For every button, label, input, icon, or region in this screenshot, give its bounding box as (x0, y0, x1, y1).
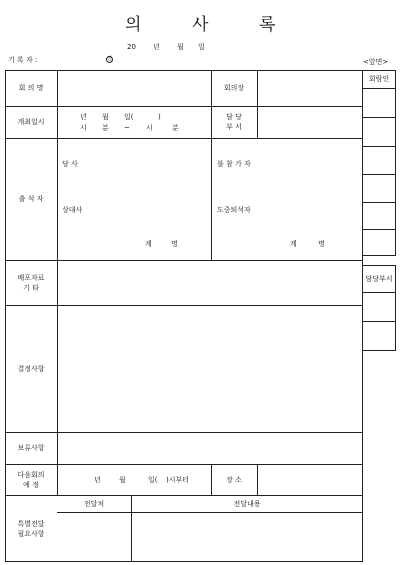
rule-row-2 (5, 138, 363, 139)
rule-row-3 (5, 260, 363, 261)
label-left-early: 도중퇴석자 (217, 206, 251, 214)
dt-end-minute: 분 (172, 124, 179, 132)
recorder-label: 기 록 자 : (8, 56, 38, 64)
next-start-time: )시부터 (166, 476, 190, 484)
label-in-charge-dept: 담 당 부 서 (226, 113, 242, 131)
our-side-count-unit: 명 (171, 240, 178, 248)
label-special-delivery: 특별전달 필요사항 (17, 519, 45, 538)
label-absentees: 불 참 가 자 (217, 160, 251, 168)
rule-delivery-header (57, 512, 363, 513)
title-char-1: 의 (125, 15, 143, 35)
label-next-meeting: 다음회의 예 정 (17, 470, 45, 489)
date-year-unit: 년 (153, 43, 160, 51)
rule-venue-right (257, 464, 258, 495)
dt-weekday-close: ) (158, 113, 161, 121)
circulation-rule-4 (362, 174, 396, 175)
label-meeting-datetime: 개최일시 (17, 118, 45, 126)
rule-attendee-split (211, 138, 212, 260)
label-counterpart: 상대사 (62, 206, 83, 214)
date-month-unit: 월 (177, 43, 184, 51)
label-attendees: 출 석 자 (18, 195, 44, 203)
dt-day: 일( (124, 113, 134, 121)
label-deferred: 보류사항 (17, 444, 45, 452)
circulation-rule-1 (362, 88, 396, 89)
title-char-2: 사 (192, 15, 210, 35)
title-char-3: 록 (259, 15, 277, 35)
page-title (100, 14, 300, 36)
rule-mid-top-2 (257, 70, 258, 138)
circulation-rule-5 (362, 202, 396, 203)
rule-row-6 (5, 464, 363, 465)
dept-rule-1 (362, 292, 396, 293)
label-handouts-other: 배포자료 기 타 (17, 273, 45, 292)
our-side-total-label: 계 (145, 240, 152, 248)
next-day: 일( (148, 476, 158, 484)
dt-start-hour: 시 (80, 124, 87, 132)
next-year: 년 (94, 476, 101, 484)
next-month: 월 (119, 476, 126, 484)
label-decisions: 결정사항 (17, 364, 45, 373)
rule-label-column (57, 70, 58, 495)
circulation-rule-6 (362, 229, 396, 230)
label-meeting-place: 회의장 (223, 84, 245, 92)
rule-row-1 (5, 106, 363, 107)
dt-year: 년 (80, 113, 87, 121)
dt-month: 월 (102, 113, 109, 121)
label-our-side: 당 사 (62, 160, 78, 168)
rule-row-5 (5, 432, 363, 433)
dept-panel-title: 담당부서 (365, 274, 393, 283)
front-side-note: <앞면> (363, 58, 389, 66)
absentees-count-unit: 명 (318, 240, 325, 248)
dept-rule-2 (362, 321, 396, 322)
circulation-panel-title: 회람인 (368, 75, 390, 83)
dt-range-sep: ~ (124, 124, 130, 132)
form-frame (5, 70, 363, 562)
date-day-unit: 일 (198, 43, 205, 51)
label-meeting-name: 회 의 명 (18, 84, 44, 92)
label-delivery-content: 전달내용 (233, 499, 261, 508)
date-year: 20 (127, 43, 136, 51)
absentees-total-label: 계 (290, 240, 297, 248)
dt-start-minute: 분 (102, 124, 109, 132)
rule-row-4 (5, 305, 363, 306)
label-recipient: 전달처 (83, 499, 105, 508)
seal-stamp-mark: 인 (107, 56, 112, 62)
label-venue: 장 소 (226, 475, 242, 484)
circulation-rule-3 (362, 146, 396, 147)
circulation-rule-2 (362, 117, 396, 118)
dt-end-hour: 시 (146, 124, 153, 132)
